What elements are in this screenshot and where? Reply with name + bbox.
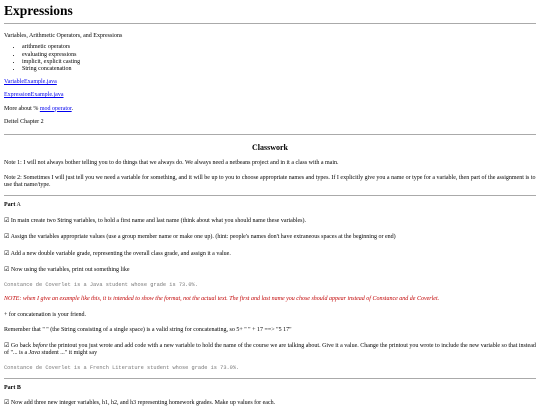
task-text: Assign the variables appropriate values (use a group member name or make one up). (hint: people's names don't have extraneous spaces at the beginning or end) <box>10 234 396 241</box>
sample-output-2: Constance de Coverlet is a French Literature student whose grade is 73.0%. <box>4 365 240 372</box>
part-a-bold: Part <box>4 202 16 209</box>
list-item: • implicit, explicit casting <box>22 59 536 66</box>
note-red: NOTE: when I give an example like this, it is intended to show the format, not the actual text. The first and last name you chose should appear instead of Constance and de Coverlet. <box>4 296 440 303</box>
task-text: Now add three new integer variables, h1, h2, and h3 representing homework grades. Make up values for each. <box>10 399 276 406</box>
mod-operator-link[interactable]: mod operator <box>39 105 72 112</box>
part-a-heading <box>4 202 536 209</box>
checkbox-icon[interactable]: ☑ <box>4 233 10 241</box>
task-a2 <box>4 233 536 241</box>
plus-note: + for concatenation is your friend. <box>4 311 87 318</box>
page <box>0 3 540 407</box>
task-a3 <box>4 250 536 258</box>
list-item: • String concatenation <box>22 66 536 73</box>
divider <box>4 378 536 379</box>
task-text: In main create two String variables, to hold a first name and last name (think about what you should name these variables). <box>10 218 306 225</box>
task-b1 <box>4 399 536 407</box>
task-go-back <box>4 342 536 357</box>
task-a4 <box>4 266 536 274</box>
task-text: Now using the variables, print out something like <box>10 266 130 273</box>
go-back-pre: Go back <box>10 342 33 349</box>
part-a-rest: A <box>15 202 21 209</box>
checkbox-icon[interactable]: ☑ <box>4 341 10 349</box>
page-title: Expressions <box>4 3 73 18</box>
list-item: • evaluating expressions <box>22 52 536 59</box>
checkbox-icon[interactable]: ☑ <box>4 217 10 225</box>
go-back-em: before <box>32 342 48 349</box>
remember-text: Remember that " " (the String consisting of a single space) is a valid string for concatenating, so 5+ " " + 17 ==> "5 17" <box>4 326 292 333</box>
list-item: • arithmetic operators <box>22 44 536 51</box>
variable-example-link[interactable]: VariableExample.java <box>4 79 57 86</box>
task-text: Add a new double variable grade, representing the overall class grade, and assign it a value. <box>10 250 231 257</box>
intro-text: Variables, Arithmetic Operators, and Expressions <box>4 33 123 40</box>
checkbox-icon[interactable]: ☑ <box>4 249 10 257</box>
go-back-mid: the printout you just wrote and add code with a new variable to hold the name of the course we are talking about. Give it a value. Change the printout you wrote to include the new variable so that instead of "... is a <box>4 342 536 357</box>
task-a1 <box>4 217 536 225</box>
expression-example-link[interactable]: ExpressionExample.java <box>4 92 64 99</box>
sample-output-1: Constance de Coverlet is a Java student whose grade is 73.0%. <box>4 282 198 289</box>
more-about-suffix: . <box>71 105 74 112</box>
part-b-heading: Part B <box>4 384 21 391</box>
divider <box>4 134 536 135</box>
more-about-text <box>4 106 536 113</box>
checkbox-icon[interactable]: ☑ <box>4 398 10 406</box>
more-about-prefix: More about % <box>4 105 40 112</box>
topic-list <box>4 44 536 73</box>
go-back-em2: Java <box>28 350 40 357</box>
note-1: Note 1: I will not always bother telling you to do things that we always do. We always need a netbeans project and in it a class with a main. <box>4 159 339 166</box>
divider <box>4 23 536 24</box>
note-2: Note 2: Sometimes I will just tell you we need a variable for something, and it will be up to you to choose appropriate names and types. If I explicitly give you a name or type for a variable, then part of the assignment is to use that name/type. <box>4 174 536 188</box>
checkbox-icon[interactable]: ☑ <box>4 265 10 273</box>
divider <box>4 195 536 196</box>
classwork-heading: Classwork <box>251 142 288 152</box>
deitel-text: Deitel Chapter 2 <box>4 118 44 125</box>
go-back-post: student ..." it might say <box>39 350 98 357</box>
